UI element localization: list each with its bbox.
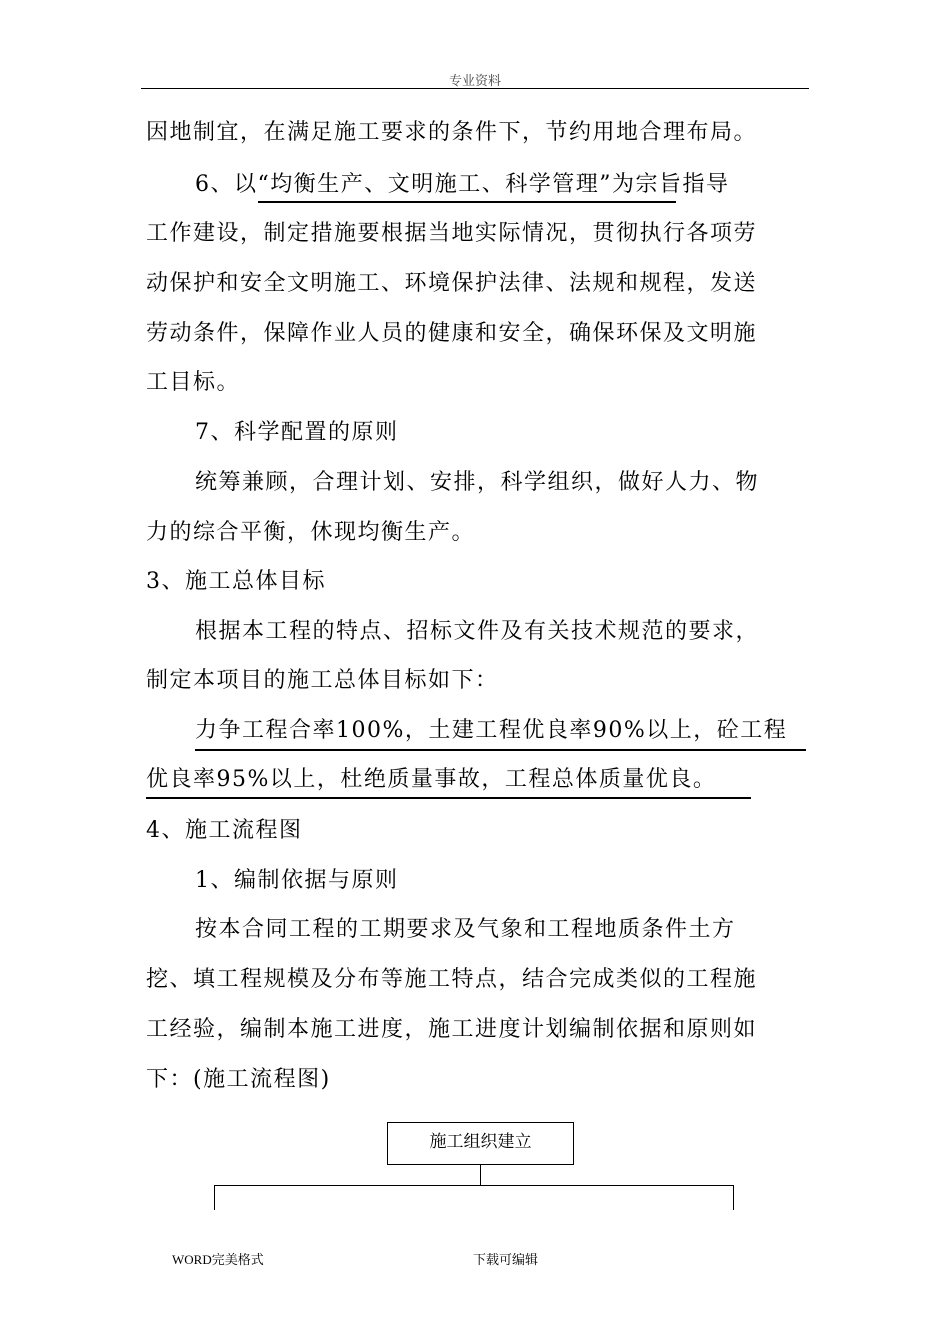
paragraph-line: 优良率95%以上，杜绝质量事故，工程总体质量优良。 — [146, 767, 717, 792]
flowchart-connector — [733, 1185, 734, 1210]
paragraph-line: 力争工程合率100%，土建工程优良率90%以上，砼工程 — [195, 718, 788, 743]
underline-mark — [146, 797, 751, 799]
section-heading: 1、编制依据与原则 — [195, 868, 399, 893]
paragraph-line: 工目标。 — [146, 370, 241, 395]
paragraph-line: 挖、填工程规模及分布等施工特点，结合完成类似的工程施 — [146, 967, 758, 992]
paragraph-line: 工经验，编制本施工进度，施工进度计划编制依据和原则如 — [146, 1017, 758, 1042]
footer-right-text: 下载可编辑 — [473, 1253, 539, 1268]
flowchart-branch-line — [214, 1185, 734, 1186]
paragraph-line: 按本合同工程的工期要求及气象和工程地质条件土方 — [195, 917, 736, 942]
footer-left-text: WORD完美格式 — [172, 1252, 264, 1267]
paragraph-line: 因地制宜，在满足施工要求的条件下，节约用地合理布局。 — [146, 120, 758, 145]
flowchart-connector — [214, 1185, 215, 1210]
section-heading: 7、科学配置的原则 — [195, 420, 399, 445]
underline-mark — [258, 201, 676, 203]
page-header: 专业资料 — [448, 74, 501, 89]
underline-mark — [195, 749, 806, 751]
flowchart-node-construction-organization: 施工组织建立 — [387, 1122, 574, 1165]
paragraph-line: 劳动条件，保障作业人员的健康和安全，确保环保及文明施 — [146, 321, 758, 346]
paragraph-line: 6、以“均衡生产、文明施工、科学管理”为宗旨指导 — [195, 172, 730, 197]
paragraph-line: 动保护和安全文明施工、环境保护法律、法规和规程，发送 — [146, 271, 758, 296]
paragraph-line: 工作建设，制定措施要根据当地实际情况，贯彻执行各项劳 — [146, 221, 758, 246]
section-heading: 3、施工总体目标 — [146, 569, 326, 594]
paragraph-line: 统筹兼顾，合理计划、安排，科学组织，做好人力、物 — [195, 470, 760, 495]
section-heading: 4、施工流程图 — [146, 818, 303, 843]
paragraph-line: 力的综合平衡，休现均衡生产。 — [146, 520, 476, 545]
paragraph-line: 下：(施工流程图) — [146, 1067, 331, 1092]
paragraph-line: 根据本工程的特点、招标文件及有关技术规范的要求， — [195, 619, 760, 644]
flowchart-connector — [480, 1165, 481, 1185]
paragraph-line: 制定本项目的施工总体目标如下： — [146, 668, 499, 693]
header-divider — [141, 88, 809, 89]
